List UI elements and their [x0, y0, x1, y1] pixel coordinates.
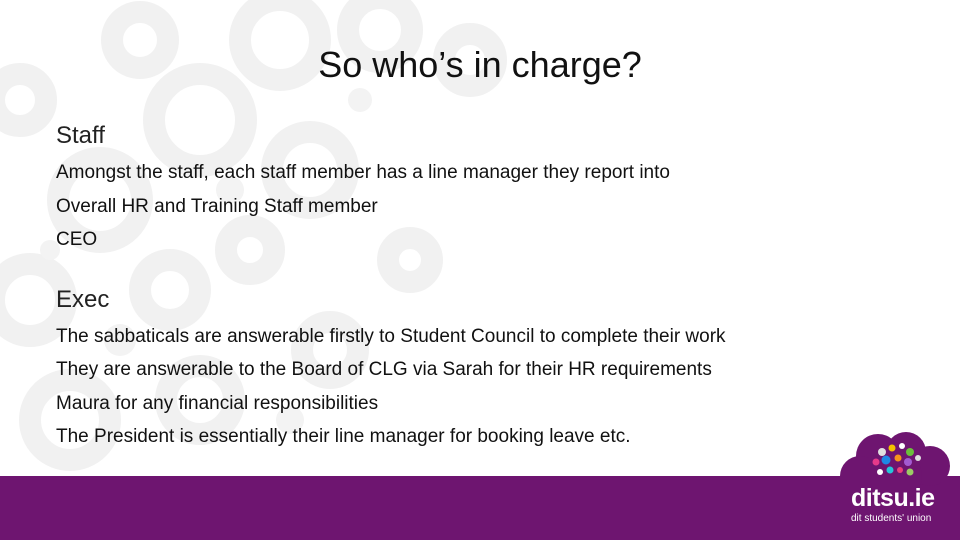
staff-line: Overall HR and Training Staff member: [56, 196, 378, 217]
footer-band: [0, 476, 960, 540]
staff-line: CEO: [56, 229, 98, 250]
exec-line: They are answerable to the Board of CLG via Sarah for their HR requirements: [56, 359, 712, 380]
section-heading-staff: Staff: [56, 122, 105, 149]
slide-title: So who’s in charge?: [318, 44, 642, 85]
staff-line: Amongst the staff, each staff member has a line manager they report into: [56, 162, 670, 183]
section-heading-exec: Exec: [56, 286, 110, 313]
exec-line: The President is essentially their line manager for booking leave etc.: [56, 426, 631, 447]
logo-wordmark: ditsu.ie: [851, 484, 935, 512]
exec-line: The sabbaticals are answerable firstly to Student Council to complete their work: [56, 326, 726, 347]
logo-tagline: dit students' union: [851, 513, 932, 524]
ditsu-logo: [838, 432, 954, 540]
exec-line: Maura for any financial responsibilities: [56, 393, 379, 414]
